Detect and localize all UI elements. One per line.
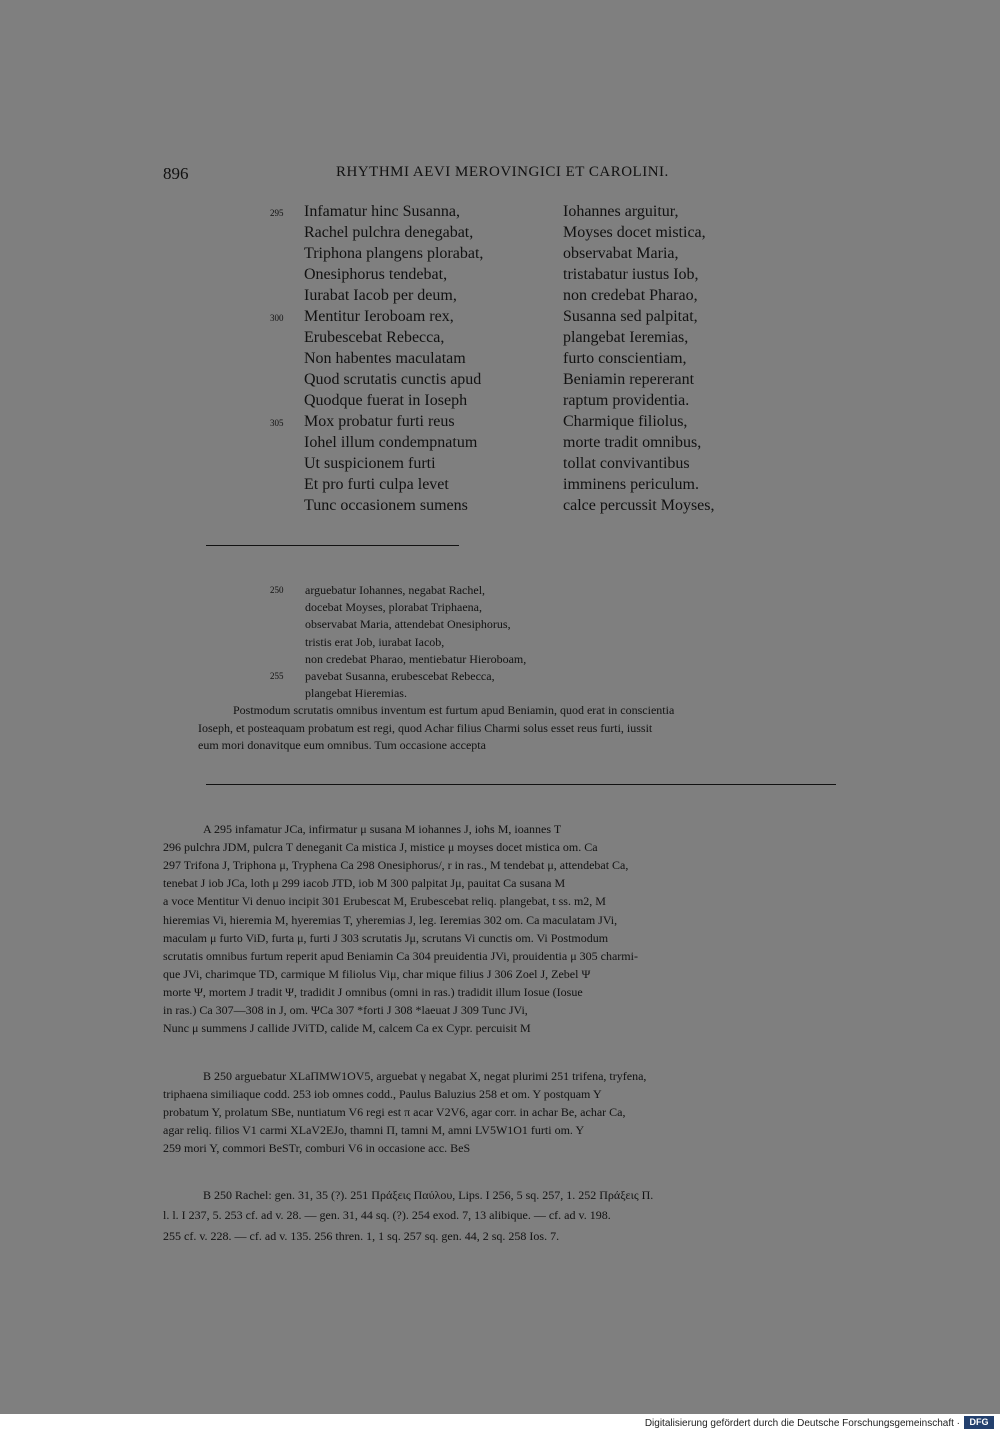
recension-prose-line: eum mori donavitque eum omnibus. Tum occasione accepta: [198, 738, 486, 752]
apparatus-b-source-line: B 250 Rachel: gen. 31, 35 (?). 251 Πράξεις Παύλου, Lips. I 256, 5 sq. 257, 1. 252 Πράξεις Π.: [203, 1188, 654, 1202]
recension-line: non credebat Pharao, mentiebatur Hieroboam,: [305, 651, 527, 666]
apparatus-a-line: 297 Trifona J, Triphona μ, Tryphena Ca 298 Onesiphorus/, r in ras., M tendebat μ, attendebat Ca,: [163, 858, 629, 873]
recension-line-number: 250: [270, 585, 284, 595]
recension-line-number: 255: [270, 671, 284, 681]
verse-right-half: observabat Maria,: [563, 245, 679, 262]
recension-line: plangebat Hieremias.: [305, 686, 407, 701]
recension-prose-line: Postmodum scrutatis omnibus inventum est furtum apud Beniamin, quod erat in conscientia: [233, 703, 675, 717]
verse-left-half: Et pro furti culpa levet: [304, 476, 449, 493]
verse-right-half: tollat convivantibus: [563, 455, 690, 472]
verse-left-half: Iurabat Iacob per deum,: [304, 287, 457, 304]
apparatus-a-line: maculam μ furto ViD, furta μ, furti J 303 scrutatis Jμ, scrutans Vi cunctis om. Vi Postmodum: [163, 930, 609, 945]
verse-left-half: Infamatur hinc Susanna,: [304, 203, 460, 220]
apparatus-a-line: scrutatis omnibus furtum reperit apud Beniamin Ca 304 preuidentia JVi, prouidentia μ 305 charmi-: [163, 948, 638, 963]
verse-right-half: imminens periculum.: [563, 476, 699, 493]
verse-left-half: Tunc occasionem sumens: [304, 497, 468, 514]
apparatus-a-line: que JVi, charimque TD, carmique M filiolus Viμ, char mique filius J 306 Zoel J, Zebel Ψ: [163, 966, 591, 981]
verse-left-half: Triphona plangens plorabat,: [304, 245, 484, 262]
recension-prose-line: Ioseph, et posteaquam probatum est regi, quod Achar filius Charmi solus esset reus furti, iussit: [198, 720, 653, 735]
apparatus-a-line: tenebat J iob JCa, loth μ 299 iacob JTD, iob M 300 palpitat Jμ, pauitat Ca susana M: [163, 876, 566, 891]
verse-right-half: plangebat Ieremias,: [563, 329, 689, 346]
verse-left-half: Quod scrutatis cunctis apud: [304, 371, 482, 388]
verse-left-half: Ut suspicionem furti: [304, 455, 436, 472]
verse-right-half: Charmique filiolus,: [563, 413, 688, 430]
verse-right-half: Susanna sed palpitat,: [563, 308, 698, 325]
apparatus-a-line: A 295 infamatur JCa, infirmatur μ susana M iohannes J, ioħs M, ioannes T: [203, 822, 562, 836]
apparatus-b-source-line: l. l. I 237, 5. 253 cf. ad v. 28. — gen. 31, 44 sq. (?). 254 exod. 7, 13 alibique. — cf. ad v. 198.: [163, 1208, 611, 1223]
digitization-credit: Digitalisierung gefördert durch die Deutsche Forschungsgemeinschaft ·: [644, 1418, 960, 1429]
verse-right-half: tristabatur iustus Iob,: [563, 266, 699, 283]
verse-right-half: Beniamin repererant: [563, 371, 695, 388]
verse-right-half: morte tradit omnibus,: [563, 434, 702, 451]
verse-left-half: Rachel pulchra denegabat,: [304, 224, 474, 241]
verse-left-half: Iohel illum condempnatum: [304, 434, 478, 451]
verse-left-half: Mentitur Ieroboam rex,: [304, 308, 454, 325]
apparatus-b-variant-line: probatum Y, prolatum SBe, nuntiatum V6 regi est π acar V2V6, agar corr. in achar Be, achar Ca,: [163, 1105, 626, 1120]
verse-right-half: non credebat Pharao,: [563, 287, 698, 304]
apparatus-b-variant-line: triphaena similiaque codd. 253 iob omnes codd., Paulus Baluzius 258 et om. Y postquam Y: [163, 1087, 602, 1102]
verse-left-half: Onesiphorus tendebat,: [304, 266, 448, 283]
page-number: 896: [163, 164, 189, 183]
apparatus-b-variant-line: 259 mori Y, commori BeSTr, comburi V6 in occasione acc. BeS: [163, 1141, 471, 1156]
recension-line: arguebatur Iohannes, negabat Rachel,: [305, 583, 486, 597]
divider-rule: [206, 784, 836, 785]
verse-line-number: 300: [270, 313, 284, 323]
verse-right-half: calce percussit Moyses,: [563, 497, 715, 514]
recension-line: observabat Maria, attendebat Onesiphorus,: [305, 617, 511, 632]
apparatus-a-line: in ras.) Ca 307—308 in J, om. ΨCa 307 *forti J 308 *laeuat J 309 Tunc JVi,: [163, 1003, 528, 1017]
apparatus-a-line: morte Ψ, mortem J tradit Ψ, tradidit J omnibus (omni in ras.) tradidit illum Iosue (Iosue: [163, 984, 583, 999]
apparatus-a-line: Nunc μ summens J callide JViTD, calide M, calcem Ca ex Cypr. percuisit M: [163, 1021, 531, 1036]
verse-left-half: Mox probatur furti reus: [304, 413, 455, 430]
verse-line-number: 305: [270, 418, 284, 428]
apparatus-a-line: a voce Mentitur Vi denuo incipit 301 Erubescat M, Erubescebat reliq. plangebat, t ss. m2, M: [163, 894, 606, 909]
recension-line: docebat Moyses, plorabat Triphaena,: [305, 600, 482, 615]
verse-line-number: 295: [270, 208, 284, 218]
apparatus-a-line: hieremias Vi, hieremia M, hyeremias T, yheremias J, leg. Ieremias 302 om. Ca maculatam JVi,: [163, 912, 618, 927]
running-head: RHYTHMI AEVI MEROVINGICI ET CAROLINI.: [336, 164, 669, 180]
recension-line: pavebat Susanna, erubescebat Rebecca,: [305, 669, 495, 683]
verse-right-half: Iohannes arguitur,: [563, 203, 679, 220]
apparatus-b-source-line: 255 cf. v. 228. — cf. ad v. 135. 256 thren. 1, 1 sq. 257 sq. gen. 44, 2 sq. 258 Ios. 7.: [163, 1228, 560, 1243]
verse-left-half: Erubescebat Rebecca,: [304, 329, 445, 346]
apparatus-b-variant-line: agar reliq. filios V1 carmi XLaV2EJo, thamni Π, tamni M, amni LV5W1O1 furti om. Y: [163, 1123, 585, 1138]
verse-left-half: Non habentes maculatam: [304, 350, 466, 367]
divider-rule: [206, 545, 459, 546]
recension-line: tristis erat Job, iurabat Iacob,: [305, 634, 445, 649]
apparatus-a-line: 296 pulchra JDM, pulcra T deneganit Ca mistica J, mistice μ moyses docet mistica om. Ca: [163, 840, 598, 855]
verse-left-half: Quodque fuerat in Ioseph: [304, 392, 468, 409]
verse-right-half: Moyses docet mistica,: [563, 224, 706, 241]
dfg-logo: DFG: [964, 1416, 994, 1429]
verse-right-half: raptum providentia.: [563, 392, 690, 409]
apparatus-b-variant-line: B 250 arguebatur XLaΠMW1OV5, arguebat γ negabat X, negat plurimi 251 trifena, tryfena,: [203, 1069, 647, 1083]
verse-right-half: furto conscientiam,: [563, 350, 687, 367]
